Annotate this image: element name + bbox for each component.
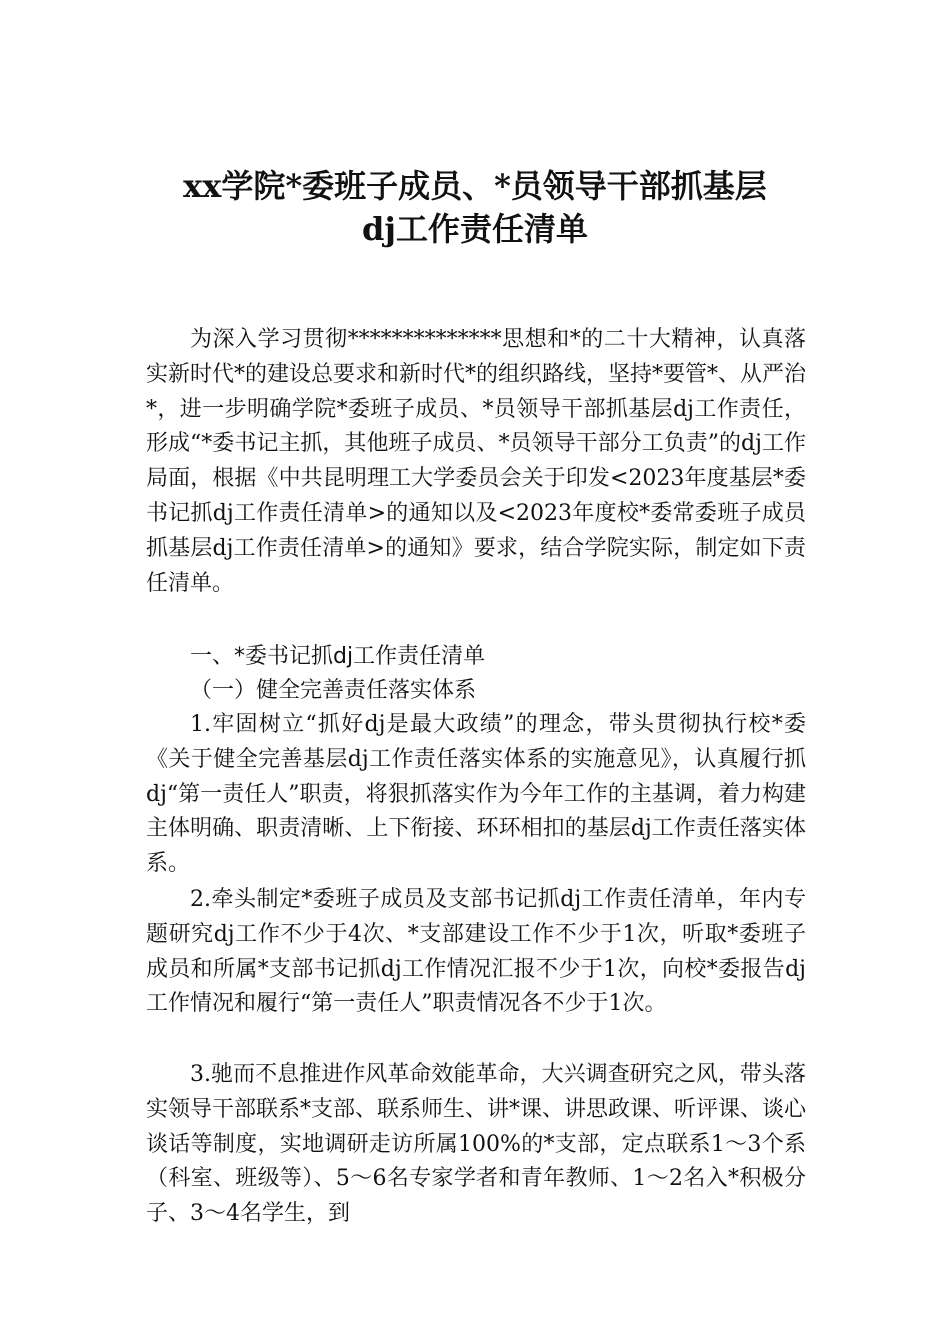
list-item-3: 3.驰而不息推进作风革命效能革命，大兴调查研究之风，带头落实领导干部联系*支部、联系师生、讲*课、讲思政课、听评课、谈心谈话等制度，实地调研走访所属100%的*支部，定点联系1～3个系（科室、班级等）、5～6名专家学者和青年教师、1～2名入*积极分子、3～4名学生，到	[146, 1062, 807, 1227]
document-title-line-2: dj工作责任清单	[362, 210, 588, 248]
document-title-line-1: xx学院*委班子成员、*员领导干部抓基层	[183, 167, 767, 205]
subsection-heading: （一）健全完善责任落实体系	[190, 678, 477, 703]
section-heading: 一、*委书记抓dj工作责任清单	[190, 644, 486, 669]
list-item-1: 1.牢固树立“抓好dj是最大政绩”的理念，带头贯彻执行校*委《关于健全完善基层dj工作责任落实体系的实施意见》，认真履行抓dj“第一责任人”职责，将狠抓落实作为今年工作的主基调，着力构建主体明确、职责清晰、上下衔接、环环相扣的基层dj工作责任落实体系。	[146, 712, 806, 877]
intro-paragraph: 为深入学习贯彻**************思想和*的二十大精神，认真落实新时代*的建设总要求和新时代*的组织路线，坚持*要管*、从严治*，进一步明确学院*委班子成员、*员领导干部抓基层dj工作责任，形成“*委书记主抓，其他班子成员、*员领导干部分工负责”的dj工作局面，根据《中共昆明理工大学委员会关于印发<2023年度基层*委书记抓dj工作责任清单>的通知以及<2023年度校*委常委班子成员抓基层dj工作责任清单>的通知》要求，结合学院实际，制定如下责任清单。	[146, 327, 807, 596]
list-item-2: 2.牵头制定*委班子成员及支部书记抓dj工作责任清单，年内专题研究dj工作不少于4次、*支部建设工作不少于1次，听取*委班子成员和所属*支部书记抓dj工作情况汇报不少于1次，向校*委报告dj工作情况和履行“第一责任人”职责情况各不少于1次。	[146, 887, 806, 1017]
